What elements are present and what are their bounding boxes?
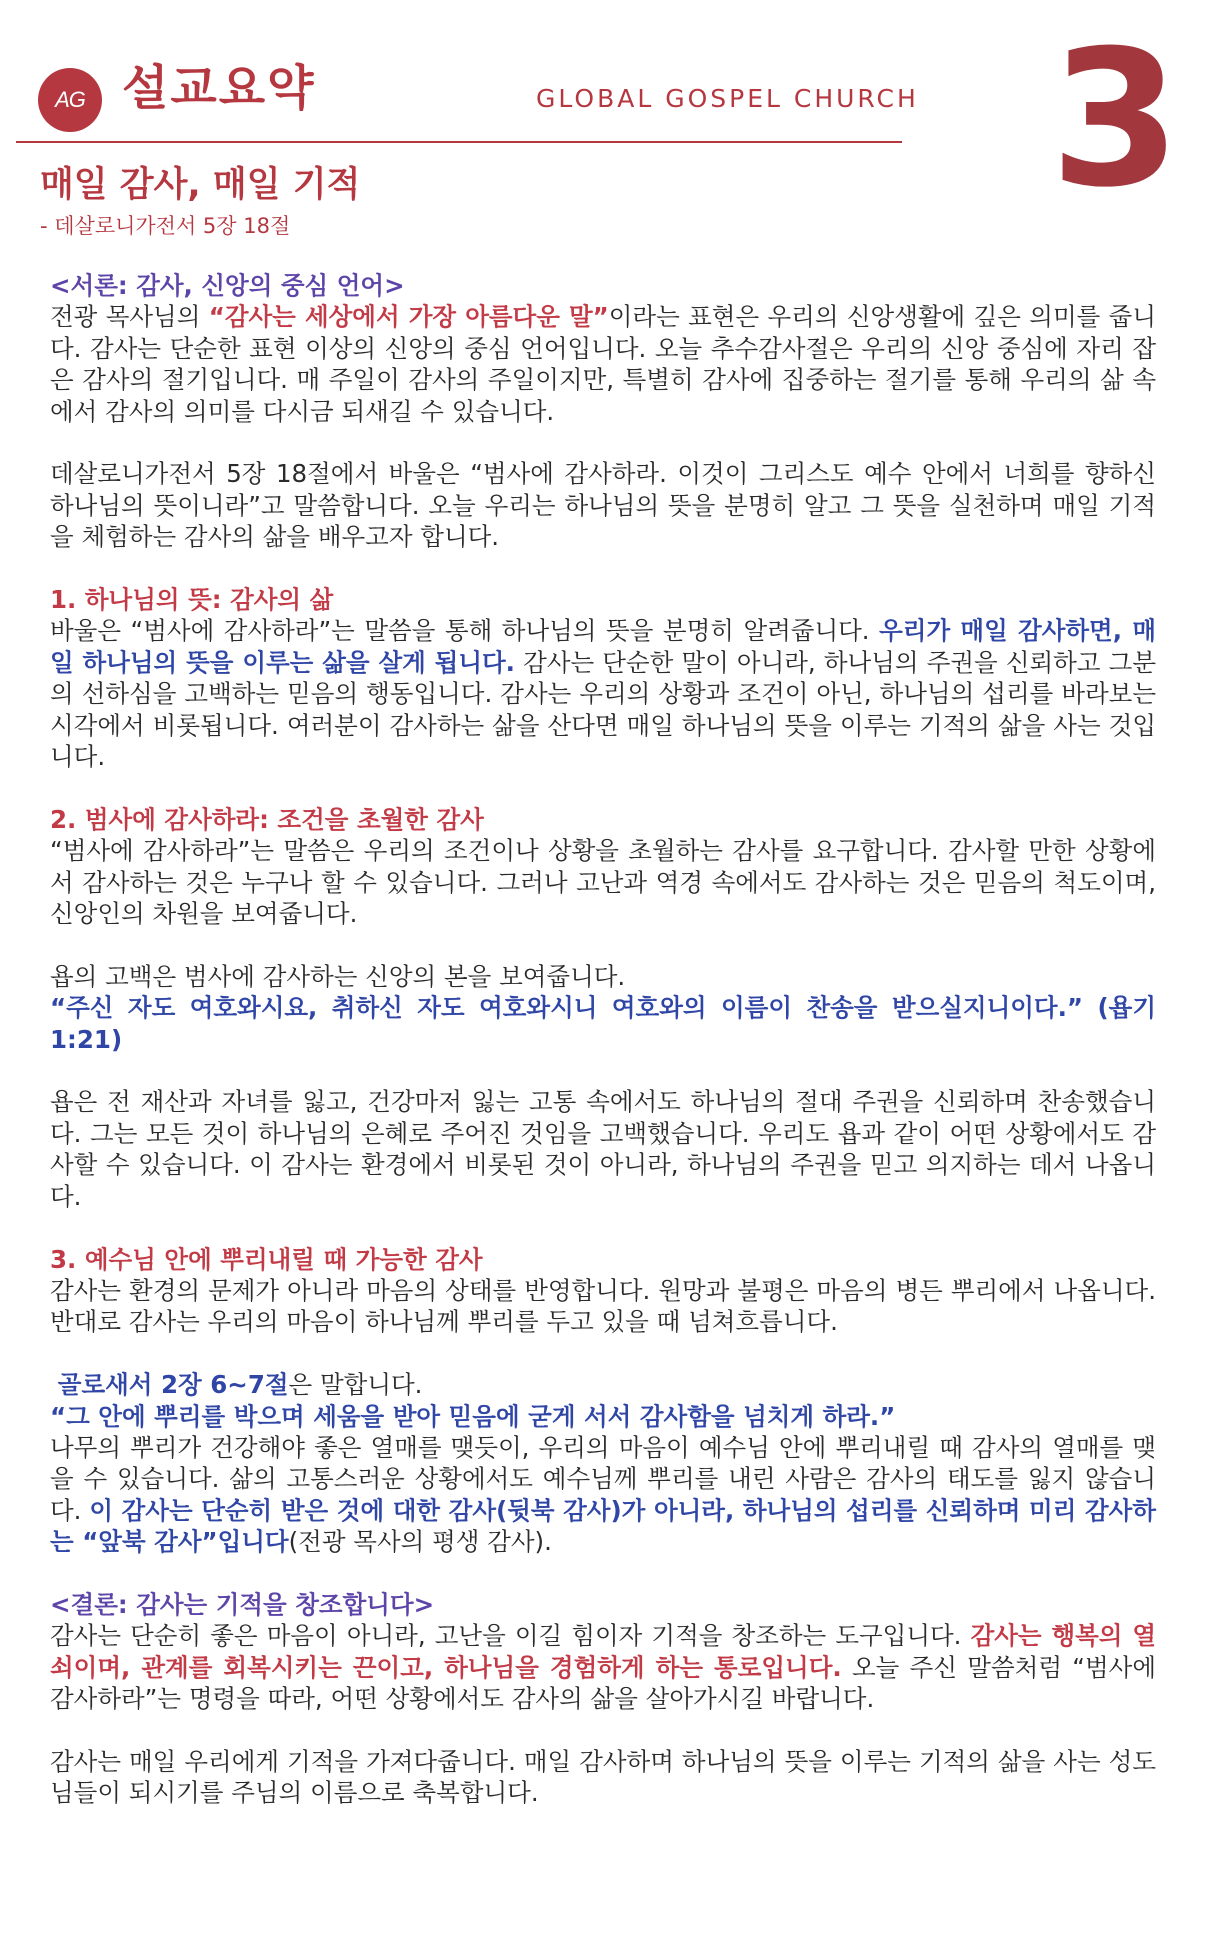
intro-heading: <서론: 감사, 신앙의 중심 언어>	[50, 271, 405, 300]
section3-heading: 3. 예수님 안에 뿌리내릴 때 가능한 감사	[50, 1244, 483, 1274]
section3-paragraph-1: 감사는 환경의 문제가 아니라 마음의 상태를 반영합니다. 원망과 불평은 마음의 병든 뿌리에서 나옵니다. 반대로 감사는 우리의 마음이 하나님께 뿌리를 두고 있을 때 넘쳐흐릅니다.	[50, 1275, 1156, 1337]
section3-colossians-quote: “그 안에 뿌리를 박으며 세움을 받아 믿음에 굳게 서서 감사함을 넘치게 하라.”	[50, 1401, 896, 1431]
spacer	[50, 1715, 1156, 1746]
section3-text-a: 나무의 뿌리가 건강해야 좋은 열매를 맺듯이, 우리의 마음이 예수님 안에 뿌리내릴 때 감사의 열매를 맺을 수 있습니다. 삶의 고통스러운 상황에서도 예수님께 뿌리를 내린 사람은 감사의 태도를 잃지 않습니다.	[50, 1432, 1156, 1525]
sermon-body	[50, 270, 1156, 1809]
conclusion-paragraph-2: 감사는 매일 우리에게 기적을 가져다줍니다. 매일 감사하며 하나님의 뜻을 이루는 기적의 삶을 사는 성도님들이 되시기를 주님의 이름으로 축복합니다.	[50, 1746, 1156, 1808]
conclusion-paragraph-1	[50, 1620, 1156, 1714]
church-name: GLOBAL GOSPEL CHURCH	[536, 84, 919, 113]
section3-reference: 골로새서 2장 6~7절	[57, 1370, 289, 1400]
conclusion-emphasis: 감사는 행복의 열쇠이며, 관계를 회복시키는 끈이고, 하나님을 경험하게 하는 통로입니다.	[50, 1621, 1156, 1682]
logo-text: AG	[55, 87, 85, 112]
section2-heading: 2. 범사에 감사하라: 조건을 초월한 감사	[50, 804, 484, 834]
section1-emphasis: 우리가 매일 감사하면, 매일 하나님의 뜻을 이루는 삶을 살게 됩니다.	[50, 616, 1156, 677]
section2-paragraph-3: 욥은 전 재산과 자녀를 잃고, 건강마저 잃는 고통 속에서도 하나님의 절대 주권을 신뢰하며 찬송했습니다. 그는 모든 것이 하나님의 은혜로 주어진 것임을 고백했습니다. 우리도 욥과 같이 어떤 상황에서도 감사할 수 있습니다. 이 감사는 환경에서 비롯된 것이 아니라, 하나님의 주권을 믿고 의지하는 데서 나옵니다.	[50, 1087, 1156, 1211]
intro-paragraph-2: 데살로니가전서 5장 18절에서 바울은 “범사에 감사하라. 이것이 그리스도 예수 안에서 너희를 향하신 하나님의 뜻이니라”고 말씀합니다. 오늘 우리는 하나님의 뜻을 분명히 알고 그 뜻을 실천하며 매일 기적을 체험하는 감사의 삶을 배우고자 합니다.	[50, 459, 1156, 552]
intro-p1-text-a: 전광 목사님의	[50, 302, 209, 332]
church-logo	[38, 68, 102, 132]
section3-reference-tail: 은 말합니다.	[288, 1370, 423, 1400]
spacer	[50, 1338, 1156, 1369]
spacer	[50, 1558, 1156, 1589]
conclusion-heading: <결론: 감사는 기적을 창조합니다>	[50, 1589, 435, 1619]
intro-p1-quote: “감사는 세상에서 가장 아름다운 말”	[208, 302, 609, 332]
section3-reference-line	[50, 1369, 1156, 1400]
section2-paragraph-1: “범사에 감사하라”는 말씀은 우리의 조건이나 상황을 초월하는 감사를 요구합니다. 감사할 만한 상황에서 감사하는 것은 누구나 할 수 있습니다. 그러나 고난과 역경 속에서도 감사하는 것은 믿음의 척도이며, 신앙인의 차원을 보여줍니다.	[50, 836, 1156, 929]
section3-emphasis: 이 감사는 단순히 받은 것에 대한 감사(뒷북 감사)가 아니라, 하나님의 섭리를 신뢰하며 미리 감사하는 “앞북 감사”입니다	[50, 1495, 1156, 1557]
intro-p1-text-b: 이라는 표현은 우리의 신앙생활에 깊은 의미를 줍니다. 감사는 단순한 표현 이상의 신앙의 중심 언어입니다. 오늘 추수감사절은 우리의 신앙 중심에 자리 잡은 감사의 절기입니다. 매 주일이 감사의 주일이지만, 특별히 감사에 집중하는 절기를 통해 우리의 삶 속에서 감사의 의미를 다시금 되새길 수 있습니다.	[50, 302, 1156, 426]
section2-job-quote: “주신 자도 여호와시요, 취하신 자도 여호와시니 여호와의 이름이 찬송을 받으실지니이다.” (욥기 1:21)	[50, 993, 1156, 1054]
section3-text-b: (전광 목사의 평생 감사).	[288, 1527, 552, 1557]
conclusion-text-b: 오늘 주신 말씀처럼 “범사에 감사하라”는 명령을 따라, 어떤 상황에서도 감사의 삶을 살아가시길 바랍니다.	[50, 1652, 1156, 1714]
issue-number: 3	[1050, 10, 1177, 229]
section1-text-b: 감사는 단순한 말이 아니라, 하나님의 주권을 신뢰하고 그분의 선하심을 고백하는 믿음의 행동입니다. 감사는 우리의 상황과 조건이 아닌, 하나님의 섭리를 바라보는 시각에서 비롯됩니다. 여러분이 감사하는 삶을 산다면 매일 하나님의 뜻을 이루는 기적의 삶을 사는 것입니다.	[50, 647, 1156, 772]
section3-paragraph-2	[50, 1432, 1156, 1558]
page-title: 설교요약	[122, 60, 316, 116]
scripture-reference: - 데살로니가전서 5장 18절	[40, 214, 291, 238]
spacer	[50, 427, 1156, 458]
section2-paragraph-2: 욥의 고백은 범사에 감사하는 신앙의 본을 보여줍니다.	[50, 961, 626, 991]
conclusion-text-a: 감사는 단순히 좋은 마음이 아니라, 고난을 이길 힘이자 기적을 창조하는 도구입니다.	[50, 1621, 971, 1651]
sermon-title: 매일 감사, 매일 기적	[40, 165, 361, 205]
spacer	[50, 772, 1156, 803]
spacer	[50, 929, 1156, 960]
intro-paragraph-1	[50, 301, 1156, 427]
section1-paragraph	[50, 615, 1156, 772]
header-divider	[16, 141, 902, 143]
spacer	[50, 1055, 1156, 1086]
spacer	[50, 1212, 1156, 1243]
spacer	[50, 553, 1156, 584]
section1-text-a: 바울은 “범사에 감사하라”는 말씀을 통해 하나님의 뜻을 분명히 알려줍니다.	[50, 616, 880, 646]
section1-heading: 1. 하나님의 뜻: 감사의 삶	[50, 585, 334, 615]
